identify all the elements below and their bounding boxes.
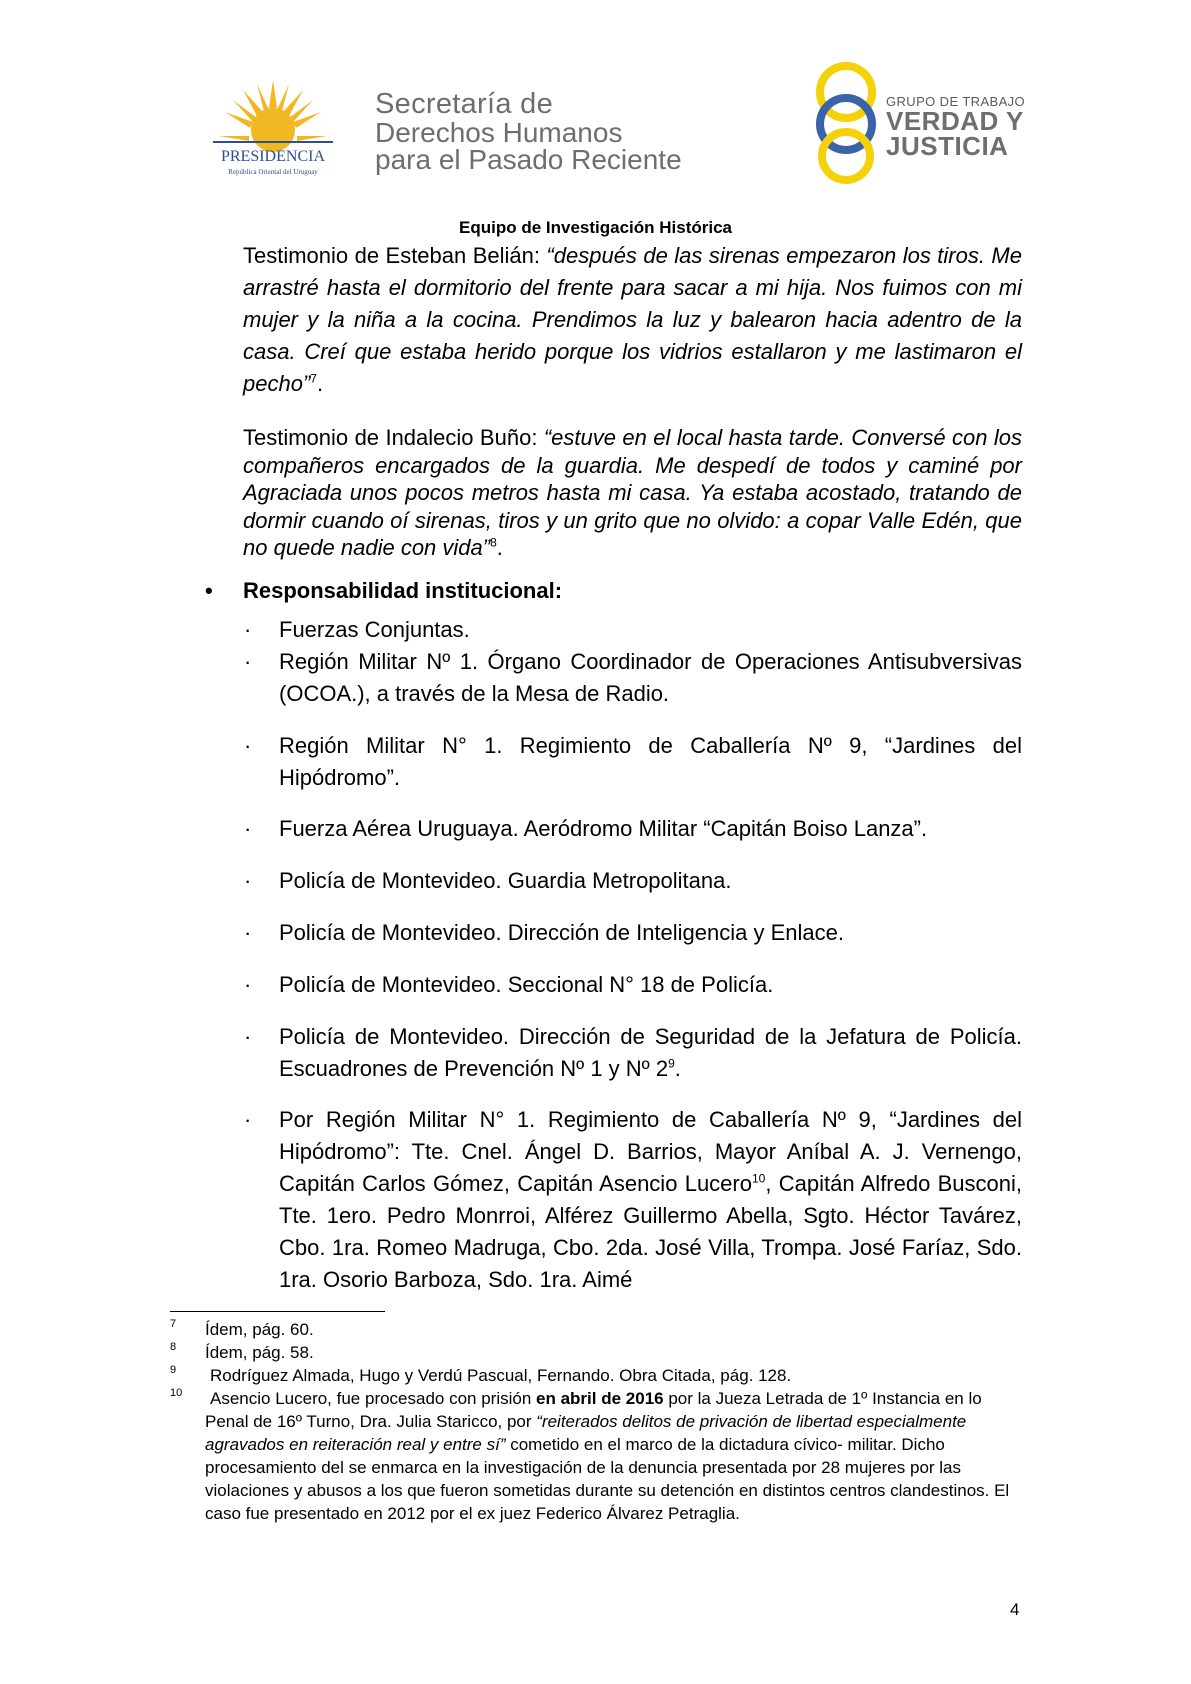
footnote-number: 8 [170, 1341, 177, 1353]
testimony-lead: Testimonio de Esteban Belián: [243, 243, 547, 268]
secretaria-line-3: para el Pasado Reciente [375, 144, 682, 175]
secretaria-line-2: Derechos Humanos [375, 117, 623, 148]
presidencia-logo-text: PRESIDENCIA [220, 148, 326, 165]
footnote-ref[interactable]: 7 [310, 371, 317, 386]
bullet-marker: • [205, 578, 213, 603]
testimony-belian [243, 240, 1022, 400]
list-item: Policía de Montevideo. Dirección de Inteligencia y Enlace. [279, 920, 844, 945]
presidencia-logo-subtext: República Oriental del Uruguay [228, 168, 318, 176]
list-marker: · [244, 816, 252, 841]
list-marker: · [244, 649, 252, 674]
testimony-end: . [496, 535, 503, 560]
list-marker: · [244, 733, 252, 758]
footnote-10 [205, 1387, 1025, 1525]
footnote-10-quote: “reiterados delitos de privación de libertad especialmente agravados en reiteración real y entre sí” [205, 1412, 967, 1454]
presidencia-logo [193, 78, 353, 178]
list-marker: · [244, 920, 252, 945]
footnote-8: Ídem, pág. 58. [205, 1343, 314, 1362]
list-marker: · [244, 972, 252, 997]
list-item-text-cont: , Capitán Alfredo Busconi, Tte. 1ero. Pedro Monrroi, Alférez Guillermo Abella, Sgto. Héctor Tavárez, Cbo. 1ra. Romeo Madruga, Cbo. 2da. José Villa, Trompa. José Faríaz, Sdo. 1ra. Osorio Barboza, Sdo. 1ra. Aimé [279, 1171, 1022, 1292]
footnote-10-text: Asencio Lucero, fue procesado con prisión [210, 1389, 537, 1408]
footnote-10-text: cometido en el marco de la dictadura cívico- militar. Dicho procesamiento del se enmarca en la investigación de la denuncia presentada por 28 mujeres por las violaciones y abusos a los que fueron sometidas durante su detención en distintos centros clandestinos. El caso fue presentado en 2012 por el ex juez Federico Álvarez Petraglia. [205, 1435, 1010, 1523]
footnote-ref[interactable]: 8 [490, 535, 497, 550]
footnote-7: Ídem, pág. 60. [205, 1320, 314, 1339]
grupo-trabajo-title [886, 94, 1025, 159]
footnote-ref[interactable]: 9 [668, 1056, 675, 1071]
list-item: Policía de Montevideo. Guardia Metropolitana. [279, 868, 732, 893]
testimony-end: . [316, 371, 324, 396]
footnote-ref[interactable]: 10 [751, 1171, 766, 1186]
list-marker: · [244, 868, 252, 893]
grupo-line-2: VERDAD Y [886, 106, 1024, 136]
list-item-text: Por Región Militar N° 1. Regimiento de Caballería Nº 9, “Jardines del Hipódromo”: Tte. Cnel. Ángel D. Barrios, Mayor Aníbal A. J. Vernengo, Capitán Carlos Gómez, Capitán Asencio Lucero [279, 1107, 1022, 1196]
footnote-number: 7 [170, 1318, 177, 1330]
list-item: Policía de Montevideo. Seccional N° 18 de Policía. [279, 972, 774, 997]
footnote-number: 9 [170, 1364, 177, 1376]
footnote-9: Rodríguez Almada, Hugo y Verdú Pascual, Fernando. Obra Citada, pág. 128. [210, 1366, 792, 1385]
secretaria-line-1: Secretaría de [375, 88, 553, 120]
list-item: Fuerzas Conjuntas. [279, 617, 470, 642]
grupo-line-3: JUSTICIA [886, 131, 1009, 161]
list-item: Región Militar Nº 1. Órgano Coordinador de Operaciones Antisubversivas (OCOA.), a través de la Mesa de Radio. [279, 649, 1022, 706]
testimony-buno [243, 424, 1022, 562]
list-item: Fuerza Aérea Uruguaya. Aeródromo Militar “Capitán Boiso Lanza”. [279, 816, 928, 841]
footnote-number: 10 [170, 1387, 183, 1399]
sun-emblem-icon [193, 78, 353, 178]
list-marker: · [244, 1024, 252, 1049]
list-item [279, 1021, 1022, 1085]
grupo-line-1: GRUPO DE TRABAJO [886, 94, 1026, 109]
list-item-end: . [674, 1056, 681, 1081]
testimony-quote: “estuve en el local hasta tarde. Conversé con los compañeros encargados de la guardia. Me despedí de todos y caminé por Agraciada unos pocos metros hasta mi casa. Ya estaba acostado, tratando de dormir cuando oí sirenas, tiros y un grito que no olvido: a copar Valle Edén, que no quede nadie con vida” [243, 425, 1022, 560]
list-item-text: Policía de Montevideo. Dirección de Seguridad de la Jefatura de Policía. Escuadrones de Prevención Nº 1 y Nº 2 [279, 1024, 1022, 1081]
list-item: Región Militar N° 1. Regimiento de Caballería Nº 9, “Jardines del Hipódromo”. [279, 733, 1022, 790]
secretaria-title [375, 90, 705, 173]
footnote-10-bold: en abril de 2016 [536, 1389, 664, 1408]
testimony-lead: Testimonio de Indalecio Buño: [243, 425, 544, 450]
team-title: Equipo de Investigación Histórica [459, 218, 732, 237]
list-marker: · [244, 1107, 252, 1132]
footnote-10-text: por la Jueza Letrada de 1º Instancia en lo Penal de 16º Turno, Dra. Julia Staricco, por [205, 1389, 982, 1431]
page-number: 4 [1010, 1600, 1020, 1619]
footnote-separator [170, 1311, 385, 1312]
responsibility-heading: Responsabilidad institucional: [243, 578, 563, 603]
list-marker: · [244, 617, 252, 642]
list-item [279, 1104, 1022, 1296]
testimony-quote: “después de las sirenas empezaron los tiros. Me arrastré hasta el dormitorio del frente para sacar a mi hija. Nos fuimos con mi mujer y la niña a la cocina. Prendimos la luz y balearon hacia adentro de la casa. Creí que estaba herido porque los vidrios estallaron y me lastimaron el pecho” [243, 243, 1022, 396]
